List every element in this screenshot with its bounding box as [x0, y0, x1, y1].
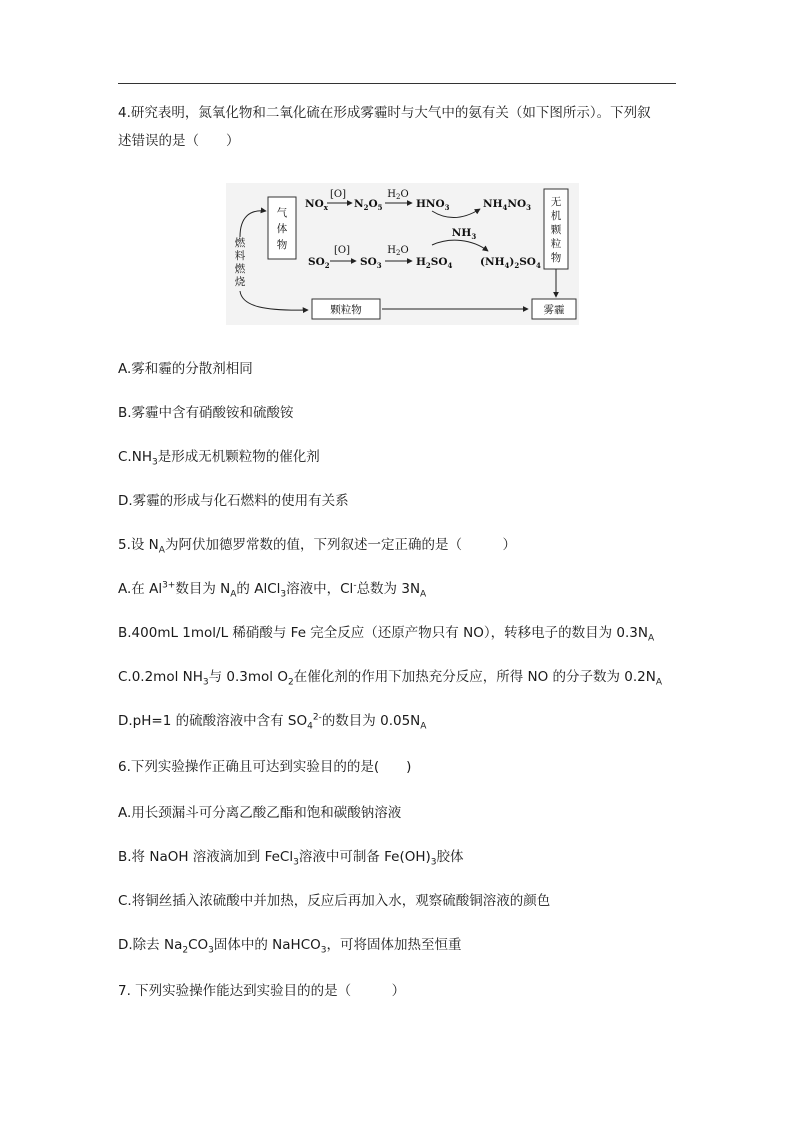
q6-option-c: C.将铜丝插入浓硫酸中并加热，反应后再加入水，观察硫酸铜溶液的颜色 — [118, 893, 551, 909]
arrow-to-particles — [240, 291, 308, 310]
gas-box-char: 气 — [276, 207, 288, 219]
q5-option-c: C.0.2mol $NH_3$与 0.3mol $O_2$在催化剂的作用下加热充分反应，所得 NO 的分子数为 $0.2N_A$ — [118, 669, 663, 688]
row2-nh4-2so4: $(NH_4)_2SO_4$ — [480, 256, 541, 270]
fuel-label-char: 烧 — [234, 276, 246, 288]
row2-step1-label: [O] — [333, 245, 351, 256]
q5-stem: 5.设 $N_A$为阿伏加德罗常数的值，下列叙述一定正确的是（ ） — [118, 537, 516, 556]
inorganic-box-char: 粒 — [550, 238, 562, 250]
header-rule — [118, 83, 676, 84]
fuel-label-char: 燃 — [234, 263, 246, 275]
row2-so3: $SO_3$ — [360, 256, 382, 270]
row2-so2: $SO_2$ — [308, 256, 330, 270]
q6-option-a: A.用长颈漏斗可分离乙酸乙酯和饱和碳酸钠溶液 — [118, 805, 402, 821]
q5-option-b: B.400mL 1mol/L 稀硝酸与 Fe 完全反应（还原产物只有 NO），转移电子的数目为 $0.3N_A$ — [118, 625, 655, 644]
q7-stem: 7. 下列实验操作能达到实验目的的是（ ） — [118, 983, 406, 999]
row2-curve — [432, 240, 488, 251]
row1-step2-label: $H_2O$ — [387, 189, 409, 201]
row1-curve — [432, 209, 480, 218]
q6-option-d: D.除去 $Na_2CO_3$固体中的 NaHCO$_3$，可将固体加热至恒重 — [118, 937, 462, 956]
row1-nh4no3: $NH_4NO_3$ — [483, 198, 532, 212]
inorganic-box-char: 颗 — [550, 224, 562, 236]
q4-option-b: B.雾霾中含有硝酸铵和硫酸铵 — [118, 405, 294, 421]
fuel-label-char: 料 — [234, 250, 246, 262]
row2-step2-label: $H_2O$ — [387, 245, 409, 257]
smog-formation-diagram — [226, 183, 579, 325]
q6-option-b: B.将 NaOH 溶液滴加到 FeCl$_3$溶液中可制备 $Fe(OH)_3$胶体 — [118, 849, 464, 868]
smog-box-label: 雾霾 — [543, 304, 565, 316]
arrow-to-gas — [240, 211, 266, 237]
inorganic-box-char: 物 — [550, 252, 562, 264]
inorganic-box-char: 无 — [550, 196, 562, 208]
q4-stem-line1: 4.研究表明，氮氧化物和二氧化硫在形成雾霾时与大气中的氨有关（如下图所示）。下列叙 — [118, 105, 651, 121]
q4-stem — [118, 104, 678, 150]
row1-n2o5: $N_2O_5$ — [354, 198, 383, 212]
row2-h2so4: $H_2SO_4$ — [416, 256, 453, 270]
gas-box-char: 物 — [276, 239, 288, 251]
q4-option-c: $C.NH_3$是形成无机颗粒物的催化剂 — [118, 449, 320, 468]
nh3-label: $NH_3$ — [451, 227, 477, 241]
row1-step1-label: [O] — [329, 189, 347, 200]
q6-stem: 6.下列实验操作正确且可达到实验目的的是( ) — [118, 759, 412, 775]
q5-option-d: D.pH=1 的硫酸溶液中含有 $SO_4^{2-}$的数目为 $0.05N_A$ — [118, 712, 427, 732]
inorganic-box-char: 机 — [550, 210, 562, 222]
row1-hno3: $HNO_3$ — [416, 198, 450, 212]
q4-option-a: A.雾和霾的分散剂相同 — [118, 361, 253, 377]
q4-option-d: D.雾霾的形成与化石燃料的使用有关系 — [118, 493, 349, 509]
particles-box-label: 颗粒物 — [330, 304, 362, 316]
gas-box-char: 体 — [276, 223, 288, 235]
q4-stem-line2: 述错误的是（ ） — [118, 133, 240, 149]
row1-nox: $NO_x$ — [305, 198, 328, 212]
fuel-label-char: 燃 — [234, 237, 246, 249]
q5-option-a: A.在 $Al^{3+}$数目为 $N_A$的 AlCl$_3$溶液中，Cl-总数为 $3N_A$ — [118, 580, 427, 600]
